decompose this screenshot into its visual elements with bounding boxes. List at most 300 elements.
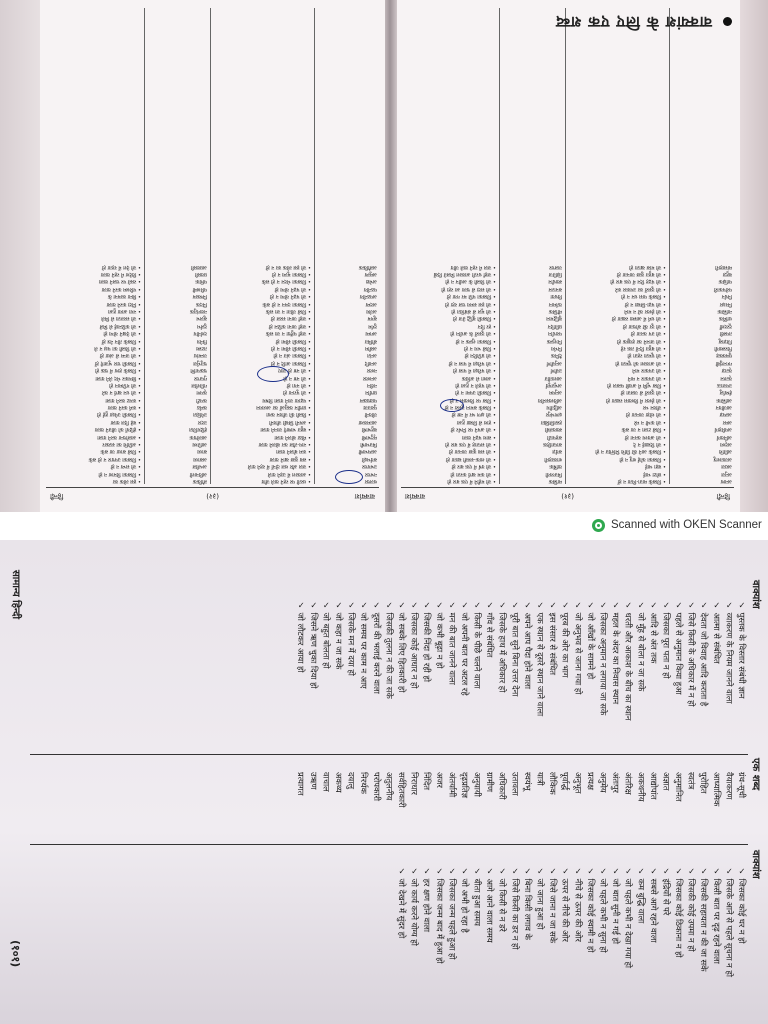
- column-divider: [499, 8, 500, 484]
- list-item: • जो सदा से चला आ रहा हो: [441, 285, 496, 292]
- list-item: स्वयंभू: [522, 772, 533, 791]
- column-divider: [669, 8, 670, 484]
- list-item: अश्लील: [192, 463, 207, 470]
- list-item: • जो थोड़ा जानता हो: [625, 411, 666, 418]
- list-item: असाध्य: [193, 455, 207, 462]
- list-item: असीम: [365, 344, 377, 351]
- list-item: अकथनीय: [636, 772, 647, 802]
- list-item: ✓ जो अनुभव से जाना गया हो: [573, 600, 584, 695]
- rotated-page: [0, 540, 768, 1024]
- bottom-scan-page: [0, 540, 768, 1024]
- list-item: जीवनी: [364, 411, 377, 418]
- list-item: थलचर: [364, 478, 377, 484]
- list-item: • जिसका विनाश न हो: [98, 470, 141, 477]
- list-item: ✓ बीता हुआ समय: [472, 866, 483, 926]
- list-item: जन्मांध: [193, 352, 207, 359]
- list-item: • प्राचीन वस्तुओं का अध्ययन: [256, 404, 311, 411]
- list-item: सीमित: [364, 337, 377, 344]
- list-item: आद्योपांत: [648, 772, 659, 800]
- list-item: स्वतंत्र: [686, 772, 697, 790]
- list-item: ✓ जो अभी हो रहा है: [459, 866, 470, 933]
- list-item: ✓ जिसके मन में दया हो: [346, 600, 357, 676]
- list-item: ✓ पुस्तक के विस्तार संबंधी ज्ञान: [737, 600, 747, 699]
- ink-circle-mark: [335, 470, 363, 484]
- col1-phrases: [296, 600, 748, 721]
- list-item: निःशुल्क: [546, 337, 562, 344]
- list-item: • जिसे टाला न जा सके: [621, 426, 666, 433]
- column-divider: [314, 8, 315, 484]
- list-item: अभेद्य: [366, 278, 377, 285]
- list-item: • जो दूर की सोचता हो: [622, 322, 666, 329]
- list-item: निराधार: [409, 772, 420, 795]
- list-item: • जहाँ जाना कठिन हो: [268, 322, 311, 329]
- list-item: ✓ देवता जो विवाह आदि कराता है: [699, 600, 710, 707]
- list-item: अनुभूत: [573, 772, 584, 794]
- list-item: अपठनीय: [359, 293, 377, 300]
- list-item: पराधीन: [548, 330, 562, 337]
- watermark-text: Scanned with OKEN Scanner: [611, 519, 762, 531]
- list-item: प्रवासी: [194, 271, 207, 278]
- list-item: • जिसे साधा जा सके: [100, 448, 141, 455]
- list-item: निर्भय: [551, 344, 562, 351]
- list-item: ✓ कम बुद्धि वाला: [636, 866, 647, 924]
- list-item: • जो उपकार माने: [632, 367, 666, 374]
- list-item: अनाथ: [720, 478, 732, 484]
- list-item: अविश्वसनीय: [537, 396, 562, 403]
- list-item: अप्रवासी: [191, 263, 207, 270]
- list-item: विधवा: [550, 293, 562, 300]
- list-item: • रास्ते पर चलने वाला: [99, 278, 141, 285]
- left-header-center: (३१): [561, 492, 574, 500]
- list-item: पुरोहित: [699, 772, 710, 794]
- list-item: ✓ जिसका कोई घर न हो: [737, 866, 747, 944]
- list-item: गतिशील: [191, 381, 207, 388]
- list-item: • जो पढ़ने योग्य न हो: [269, 293, 311, 300]
- list-item: मृदुभाषी: [361, 433, 377, 440]
- list-item: • जिसके पास धन न हो: [621, 293, 666, 300]
- left-page-col-defs: [568, 8, 666, 484]
- list-item: • जो महीने में एक बार हो: [447, 478, 496, 484]
- list-item: • जो शाक-सब्जी खाता हो: [445, 455, 496, 462]
- list-item: • जिसके तीन नेत्र हों: [101, 337, 141, 344]
- list-item: अनुमेय: [598, 772, 609, 793]
- list-item: पाक्षिक: [718, 278, 732, 285]
- column-divider: [30, 844, 748, 845]
- col2-header: एक शब्द: [750, 758, 761, 791]
- list-item: साप्ताहिक: [543, 441, 562, 448]
- list-item: अंतःपुर: [611, 772, 622, 793]
- list-item: अंतरिक्ष: [623, 772, 634, 795]
- list-item: • जो जानने का इच्छुक हो: [617, 337, 666, 344]
- list-item: ✓ पूरी बात सुने बिना उत्तर देना: [510, 600, 521, 697]
- list-item: ✓ जो बात सुनी न गई हो: [611, 866, 622, 945]
- list-item: • हर दिन: [477, 322, 496, 329]
- list-item: वाचाल: [321, 772, 332, 792]
- list-item: नवीन: [367, 381, 377, 388]
- list-item: • जो नष्ट हो जाए: [278, 367, 311, 374]
- list-item: • जो आकाश को चूमता हो: [615, 359, 666, 366]
- list-item: नश्वर: [366, 367, 377, 374]
- list-item: ✓ धरती और आकाश के बीच का स्थान: [623, 600, 634, 721]
- list-item: • जिसे जीता न जा सके: [265, 308, 311, 315]
- list-item: ✓ पूरब की ओर का भाग: [560, 600, 571, 678]
- list-item: • जिसे भय न हो: [464, 344, 496, 351]
- list-item: शाकाहारी: [544, 455, 562, 462]
- list-item: • जिसके आने की तिथि निश्चित न हो: [595, 448, 666, 455]
- list-item: ✓ जो समय पर काम न आए: [359, 600, 370, 689]
- list-item: • जिसका पति मर गया हो: [446, 293, 496, 300]
- list-item: • जो पंद्रह दिन में एक बार हो: [610, 278, 666, 285]
- list-item: उपेक्षित: [193, 411, 207, 418]
- list-item: • जिसका उपचार न हो सके: [88, 455, 141, 462]
- ink-circle-mark: [440, 399, 464, 412]
- list-item: ✓ जिसे किसी का डर न हो: [510, 866, 521, 950]
- list-item: • जिसकी सीमा न हो: [271, 344, 311, 351]
- list-item: • आलोचना करने वाला: [97, 433, 141, 440]
- list-item: • परिश्रम करने वाला: [101, 285, 141, 292]
- list-item: • विदेश में रहने वाला: [100, 271, 141, 278]
- column-divider: [210, 8, 211, 484]
- list-item: निर्धन: [721, 293, 732, 300]
- list-item: • जिसकी उपेक्षा हुई हो: [97, 411, 141, 418]
- list-item: अंतर्यामी: [447, 772, 458, 798]
- list-item: • किसी की जीवन कथा: [266, 411, 311, 418]
- list-item: आतिथ्य: [192, 441, 207, 448]
- list-item: अनुमानित: [674, 772, 685, 802]
- list-item: ✓ जो कभी बूढ़ा न हो: [434, 600, 445, 669]
- list-item: • जिस भूमि में अच्छी फसल हो: [607, 381, 666, 388]
- oken-scanner-logo-icon: [592, 519, 605, 532]
- list-item: उतावला: [510, 772, 521, 796]
- list-item: निरक्षर: [719, 300, 732, 307]
- list-item: • साथ पढ़ने वाला: [461, 433, 496, 440]
- list-item: यात्री: [535, 772, 546, 786]
- list-item: ✓ अपने आप पैदा होने वाला: [522, 600, 533, 689]
- list-item: ✓ जो किसी से न डरे: [497, 866, 508, 932]
- list-item: ✓ जो कार्य करने योग्य हो: [409, 866, 420, 946]
- list-item: अधिकारी: [497, 772, 508, 800]
- list-item: अतिथि: [719, 448, 732, 455]
- list-item: ✓ गाँव से संबंधित: [485, 600, 496, 658]
- list-item: • जो प्रतिदिन हो: [464, 352, 496, 359]
- list-item: आलोचक: [189, 433, 207, 440]
- right-page: [40, 0, 385, 512]
- list-item: प्रत्यागत: [296, 772, 307, 796]
- ink-circle-mark: [257, 366, 289, 382]
- list-item: अनिवार्य: [716, 433, 732, 440]
- list-item: ✓ जो लौटकर आया हो: [296, 600, 307, 673]
- list-item: पूर्वार्द्ध: [560, 772, 571, 791]
- list-item: मांसाहारी: [715, 263, 732, 270]
- list-item: नास्तिक: [717, 308, 732, 315]
- list-item: • जो सब कुछ जानता हो: [448, 448, 496, 455]
- list-item: अजर: [434, 772, 445, 788]
- col3-header: वाक्यांश: [750, 850, 761, 879]
- list-item: उपजाऊ: [716, 381, 732, 388]
- right-page-col-defs: [213, 8, 311, 484]
- list-item: • नया आया हुआ: [108, 308, 141, 315]
- list-item: ✓ आदि से अंत तक: [648, 600, 659, 664]
- list-item: • कपट करने वाला: [105, 396, 141, 403]
- list-item: • जो उपकार न माने: [627, 374, 666, 381]
- list-item: • जो इस समय चल रहा हो: [445, 300, 496, 307]
- list-item: उत्तीर्ण: [550, 367, 562, 374]
- list-item: ✓ सबसे आगे रहने वाला: [648, 866, 659, 943]
- list-item: • जिसका अंत न हो: [273, 352, 311, 359]
- list-item: स्वाधीन: [548, 278, 562, 285]
- list-item: • जो देश में रहता हो: [101, 263, 141, 270]
- list-item: पथिक: [195, 278, 207, 285]
- list-item: घुमक्कड़: [716, 352, 732, 359]
- list-item: ✓ जिसकी सहायता न की जा सके: [699, 866, 710, 972]
- list-item: • जो मांस खाता हो: [629, 263, 666, 270]
- list-item: गुप्तचर: [194, 374, 207, 381]
- subject-label: सामान्य हिन्दी: [10, 570, 21, 620]
- list-item: ✓ किसी बात पर दृढ़ रहने वाला: [711, 866, 722, 964]
- list-item: • जिसकी उपमा न हो: [455, 389, 496, 396]
- list-item: • जो दूसरों का उपकार करे: [615, 285, 666, 292]
- list-item: ✓ जिसकी निंदा हो रही हो: [422, 600, 433, 682]
- list-item: • जीवन भर: [642, 404, 666, 411]
- list-item: • जिसका शुल्क न हो: [455, 337, 496, 344]
- list-item: अजातशत्रु: [713, 455, 732, 462]
- list-item: ✓ इस संसार से संबंधित: [548, 600, 559, 675]
- list-item: • हाथ से लिखा हुआ: [456, 418, 496, 425]
- list-item: • सब कुछ खाने वाला: [269, 455, 311, 462]
- list-item: • जो वर्ष में एक बार हो: [451, 463, 496, 470]
- list-item: • जिसकी बुद्धि तेज हो: [452, 315, 496, 322]
- list-item: दयालु: [346, 772, 357, 789]
- list-item: अनादि: [364, 359, 377, 366]
- list-item: • जो किसी के अधीन न हो: [445, 278, 496, 285]
- list-item: • जिसका कोई शत्रु न हो: [619, 455, 666, 462]
- list-item: • जो अवश्य करना हो: [624, 433, 666, 440]
- list-item: इंद्रियजित: [189, 426, 207, 433]
- list-item: उभयचर: [362, 463, 377, 470]
- list-item: अल्पज्ञ: [719, 411, 732, 418]
- list-item: प्रतिदिन: [547, 322, 562, 329]
- list-item: मितभाषी: [360, 441, 377, 448]
- list-item: बुद्धिमान: [546, 315, 562, 322]
- list-item: अनंत: [367, 352, 377, 359]
- list-item: • जो पहले न हुआ हो: [455, 381, 496, 388]
- list-item: ✓ जिसका पूरा पता न हो: [661, 600, 672, 679]
- list-item: ✓ जो देखने में सुंदर हो: [396, 866, 407, 939]
- list-item: • आकाश में उड़ने वाले: [267, 470, 311, 477]
- list-item: • कर्म करने वाला: [107, 404, 141, 411]
- list-item: • जो जन्म से अंधा हो: [99, 352, 141, 359]
- list-item: उदार: [197, 418, 207, 425]
- list-item: • जिसके हाथ में चक्र हो: [95, 367, 141, 374]
- list-item: • जो गतिमान हो: [109, 381, 141, 388]
- scanner-watermark: [592, 516, 762, 534]
- list-item: ✓ जो पहले कभी न सुना हो: [598, 866, 609, 953]
- list-item: • धरती पर रहने वाले जीव: [261, 478, 311, 484]
- list-item: उऋण: [308, 772, 319, 790]
- list-item: अनश्वर: [362, 374, 377, 381]
- left-header-right: वाक्यांश: [405, 492, 426, 500]
- list-item: कृपण: [196, 389, 207, 396]
- list-item: निंदक: [196, 300, 207, 307]
- list-item: • अतिथि का सत्कार: [102, 441, 141, 448]
- left-page-col-words: [674, 8, 732, 484]
- list-item: • जिसका दमन न हो सके: [262, 300, 311, 307]
- list-item: • जहाँ पहुँचा न जा सके: [265, 330, 311, 337]
- list-item: ग्रामीण: [485, 772, 496, 792]
- list-item: सहपाठी: [547, 433, 562, 440]
- list-item: प्राचीन: [365, 389, 377, 396]
- column-divider: [30, 754, 748, 755]
- list-item: ✓ जिसने ऋण चुका दिया हो: [308, 600, 319, 689]
- list-item: • जल में रहने वाले जीव: [450, 263, 496, 270]
- list-item: बहुभाषी: [361, 426, 377, 433]
- list-item: ✓ जिसे किसी के अधिकार में न हो: [686, 600, 697, 707]
- list-item: जिज्ञासु: [718, 337, 732, 344]
- list-item: • बिना कामना के: [107, 293, 141, 300]
- list-item: सर्वहितकारी: [396, 772, 407, 808]
- list-item: ✓ जिसका कोई स्वामी न हो: [585, 866, 596, 953]
- list-item: सर्वभक्षी: [361, 455, 377, 462]
- list-item: • जो देखने योग्य हो: [103, 330, 141, 337]
- list-item: अल्पभाषी: [358, 448, 377, 455]
- list-item: • जो सभ्य न हो: [110, 463, 141, 470]
- list-item: आशातीत: [544, 374, 562, 381]
- list-item: वार्षिक: [549, 463, 562, 470]
- list-item: ✓ आगे आने वाला समय: [485, 866, 496, 943]
- list-item: ✓ जिसकी कोई उपमा न हो: [686, 866, 697, 952]
- list-item: • जो पढ़ा-लिखा न हो: [624, 300, 666, 307]
- list-item: ✓ जिसके आने से पहले सूचना न हो: [724, 866, 735, 977]
- list-item: ✓ जिसका जन्म बाद में हुआ हो: [434, 866, 445, 964]
- list-item: • इंद्रियों को जीतने वाला: [94, 426, 141, 433]
- list-item: • जो इस लोक का न हो: [265, 263, 311, 270]
- list-item: • जो दिखाई न दे: [633, 441, 666, 448]
- list-item: परोपकारी: [371, 772, 382, 802]
- column-divider: [565, 8, 566, 484]
- list-item: परोपकारी: [713, 285, 732, 292]
- list-item: आस्तिक: [716, 396, 732, 403]
- list-item: • बड़े दिल वाला: [110, 418, 141, 425]
- list-item: • जो धर्म में आस्था रखता हो: [611, 315, 666, 322]
- list-item: • अपनी लिखी जीवनी: [269, 418, 311, 425]
- list-item: जलचर: [549, 263, 562, 270]
- list-item: अनुज: [721, 470, 732, 477]
- list-item: ✓ जिसका जन्म पहले हुआ हो: [447, 866, 458, 960]
- list-item: कृतघ्न: [720, 374, 732, 381]
- list-item: अमूल्य: [364, 271, 377, 278]
- list-item: आजीवन: [715, 404, 732, 411]
- list-item: • छिपकर भेद लेने वाला: [95, 374, 141, 381]
- list-item: ✓ बिना किसी लगाव के: [522, 866, 533, 940]
- list-item: • जो ईश्वर में विश्वास रखता हो: [606, 396, 666, 403]
- list-item: • जो कभी न मरे: [634, 418, 666, 425]
- book-gutter: [383, 0, 397, 512]
- list-item: • जो ईश्वर को न माने: [624, 308, 666, 315]
- list-item: • छोटा भाई: [643, 470, 666, 477]
- book-spread-rotated: [40, 0, 740, 512]
- list-item: • निंदा करने वाला: [106, 300, 141, 307]
- list-item: ✓ जो मुँह से बोला न जा सके: [636, 600, 647, 692]
- list-item: सर्वज्ञ: [552, 448, 562, 455]
- list-item: मासिक: [548, 478, 562, 484]
- right-page-col-words: [319, 8, 377, 484]
- list-item: ✓ दूसरों की भलाई करने वाला: [371, 600, 382, 694]
- list-item: सुगम: [367, 315, 377, 322]
- list-item: पठनीय: [363, 285, 377, 292]
- list-item: ईर्ष्यालु: [719, 389, 732, 396]
- list-item: ✓ ऊपर से नीचे की ओर: [560, 866, 571, 942]
- list-item: क्षणभंगुर: [545, 411, 562, 418]
- list-item: अभूतपूर्व: [545, 381, 562, 388]
- list-item: मितव्ययी: [545, 470, 562, 477]
- right-header-right: हिन्दी: [50, 492, 64, 500]
- list-item: • जो पुराना हो: [283, 389, 311, 396]
- list-item: ✓ जिसका अनुमान न लगाया जा सके: [598, 600, 609, 716]
- list-item: • जो बहुत कुछ जानता हो: [616, 271, 666, 278]
- list-item: नवागंतुक: [190, 308, 207, 315]
- list-item: • जो क्षण भर में नष्ट हो: [451, 411, 496, 418]
- left-page-col-words-2: [504, 8, 562, 484]
- list-item: ✓ जो पहले कभी न देखा गया हो: [623, 866, 634, 968]
- list-item: • पढ़ाया जाने वाला विषय: [262, 396, 311, 403]
- list-item: • जो दूसरों के अधीन हो: [450, 330, 496, 337]
- list-item: कृतज्ञ: [721, 367, 732, 374]
- list-item: • जिसका मूल्य न हो: [271, 271, 311, 278]
- list-item: त्रिनेत्र: [197, 337, 207, 344]
- list-item: प्रत्यक्ष: [585, 772, 596, 790]
- list-item: • जिस पर विश्वास न हो: [449, 396, 496, 403]
- list-item: चतुर्भुज: [193, 359, 207, 366]
- list-item: • जिसकी चार भुजाएँ हों: [94, 359, 141, 366]
- list-item: • जो परीक्षा में पास न हो: [448, 359, 496, 366]
- list-item: • जो कठिनाई से मिले: [99, 322, 141, 329]
- list-item: अकथ्य: [334, 772, 344, 793]
- col1-header: वाक्यांश: [750, 580, 761, 609]
- list-item: ✓ नीचे से ऊपर की ओर: [573, 866, 584, 942]
- list-item: वैयाकरण: [724, 772, 735, 800]
- list-item: • आशा से अधिक: [461, 374, 496, 381]
- list-item: ✓ पहले से अनुमान किया हुआ: [674, 600, 685, 695]
- list-item: अजेय: [366, 308, 377, 315]
- col3-phrases: [30, 866, 748, 977]
- list-item: अदृश्य: [720, 441, 732, 448]
- list-item: दूरदर्शी: [719, 322, 732, 329]
- list-item: • बहुत भाषाएँ जानने वाला: [260, 426, 311, 433]
- list-item: • जो सरलता से मिले: [101, 315, 141, 322]
- list-item: सनातन: [548, 285, 562, 292]
- list-item: पाठ्यक्रम: [359, 396, 377, 403]
- list-item: दृढ़प्रतिज्ञ: [459, 772, 470, 798]
- list-item: दुर्गम: [368, 322, 377, 329]
- right-header-center: (३२): [206, 492, 219, 500]
- list-item: ✓ जो अपनी बात पर अटल रहे: [459, 600, 470, 696]
- list-item: अपरिहार्य: [714, 426, 732, 433]
- list-item: निरर्थक: [359, 772, 370, 794]
- list-item: निंदित: [422, 772, 433, 791]
- column-divider: [144, 8, 145, 484]
- list-item: दैनिक: [551, 352, 562, 359]
- right-page-header: [46, 487, 379, 502]
- list-item: • बड़ा भाई: [645, 463, 666, 470]
- list-item: ग्रंथ-सूची: [737, 772, 747, 799]
- list-item: हस्तलिखित: [540, 418, 562, 425]
- list-item: • जिसकी सीमा हो: [275, 337, 311, 344]
- list-item: ✓ हर क्षण होने वाला: [422, 866, 433, 932]
- list-item: पुरातत्व: [363, 404, 377, 411]
- list-item: तपस्वी: [719, 330, 732, 337]
- list-item: • नाप-तौल कर बोलने वाला: [258, 441, 311, 448]
- list-item: • जो परीक्षा में पास हो: [453, 367, 496, 374]
